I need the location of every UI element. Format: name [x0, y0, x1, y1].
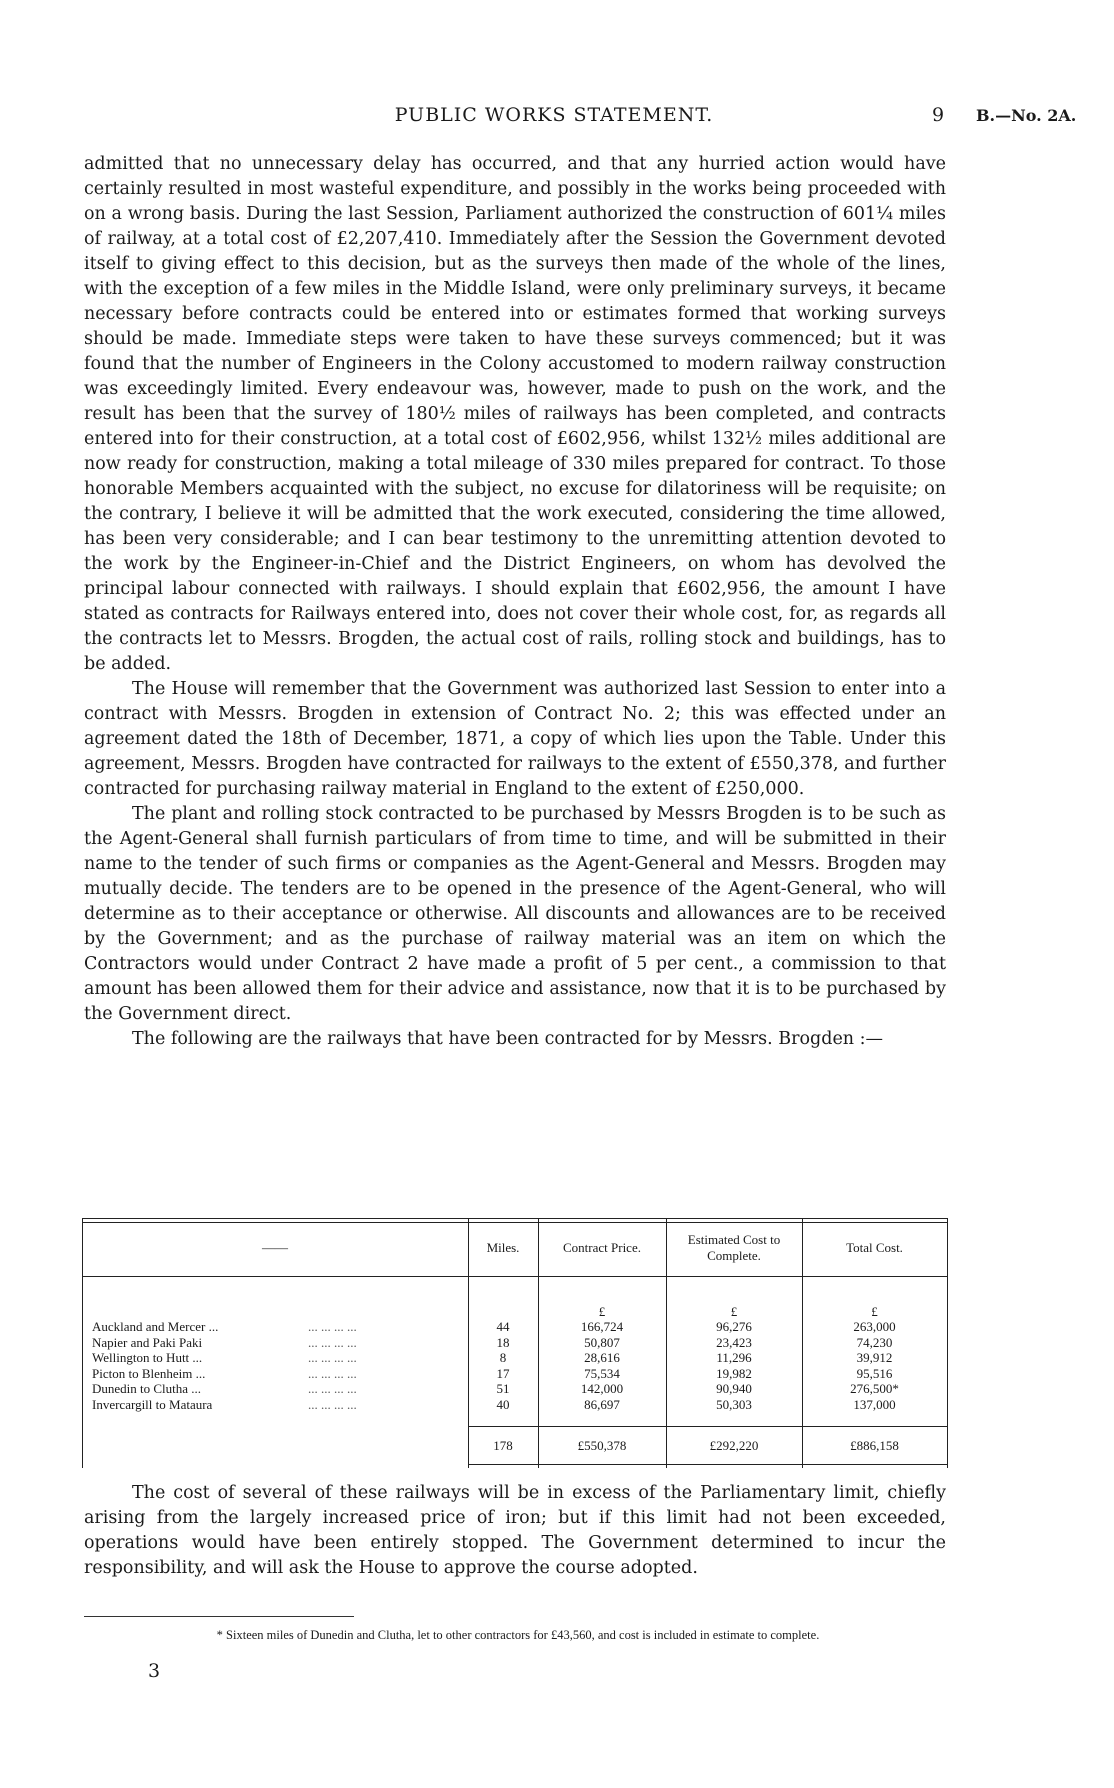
page-title: PUBLIC WORKS STATEMENT.: [394, 104, 714, 126]
page-number: 9: [932, 104, 945, 126]
paragraph: The cost of several of these railways will be in excess of the Parliamentary limit, chiefly arising from the largely increased price of iron; but if this limit had not been exceeded, operations would have been entirely stopped. The Government determined to incur the responsibility, and will ask the House to approve the course adopted.: [84, 1483, 946, 1578]
page-header: [84, 104, 1077, 134]
table-cell-miles: 44: [496, 1319, 510, 1334]
table-row-name: Wellington to Hutt ...: [92, 1350, 203, 1365]
table-leader-dots: ... ... ... ...: [308, 1381, 357, 1396]
table-cell-total: 39,912: [856, 1350, 893, 1365]
table-cell-estimated: 50,303: [716, 1396, 752, 1412]
table-cell-estimated: 19,982: [716, 1365, 752, 1381]
table-cell-total: 263,000: [853, 1319, 896, 1334]
table-cell-total: 276,500*: [850, 1381, 899, 1396]
table-cell-estimated: 96,276: [716, 1319, 752, 1334]
table-row-name: Dunedin to Clutha ...: [92, 1381, 202, 1396]
railway-contracts-table: [82, 1218, 948, 1468]
footnote-rule: [84, 1616, 354, 1617]
table-rule: [82, 1222, 948, 1223]
table-total-estimated: £292,220: [709, 1438, 759, 1453]
table-cell-total: 74,230: [856, 1334, 893, 1350]
table-leader-dots: ... ... ... ...: [308, 1396, 357, 1412]
footnote: * Sixteen miles of Dunedin and Clutha, let to other contractors for £43,560, and cost is included in estimate to complete.: [216, 1628, 820, 1642]
table-cell-estimated: 11,296: [716, 1350, 752, 1365]
table-header-total-cost: Total Cost.: [846, 1240, 903, 1255]
table-rule: [468, 1426, 948, 1427]
table-vrule: [947, 1218, 948, 1468]
table-row-name: Auckland and Mercer ...: [92, 1319, 219, 1334]
currency-symbol: £: [598, 1304, 606, 1319]
table-cell-total: 95,516: [856, 1365, 893, 1381]
document-reference: B.—No. 2A.: [976, 106, 1077, 125]
table-cell-estimated: 90,940: [716, 1381, 752, 1396]
table-total-miles: 178: [493, 1438, 513, 1453]
table-leader-dots: ... ... ... ...: [308, 1319, 357, 1334]
table-cell-contract: 28,616: [584, 1350, 620, 1365]
table-header-contract-price: Contract Price.: [563, 1240, 641, 1255]
paragraph: admitted that no unnecessary delay has occurred, and that any hurried action would have certainly resulted in most wasteful expenditure, and possibly in the works being proceeded with on a wrong basis. During the last Session, Parliament authorized the construction of 601¼ miles of railway, at a total cost of £2,207,410. Immediately after the Session the Government devoted itself to giving effect to this decision, but as the surveys then made of the whole of the lines, with the exception of a few miles in the Middle Island, were only preliminary surveys, it became necessary before contracts could be entered into or estimates formed that working surveys should be made. Immediate steps were taken to have these surveys commenced; but it was found that the number of Engineers in the Colony accustomed to modern railway construction was exceedingly limited. Every endeavour was, however, made to push on the work, and the result has been that the survey of 180½ miles of railways has been completed, and contracts entered into for their construction, at a total cost of £602,956, whilst 132½ miles additional are now ready for construction, making a total mileage of 330 miles prepared for contract. To those honorable Members acquainted with the subject, no excuse for dilatoriness will be requisite; on the contrary, I believe it will be admitted that the work executed, considering the time allowed, has been very considerable; and I can bear testimony to the unremitting attention devoted to the work by the Engineer-in-Chief and the District Engineers, on whom has devolved the principal labour connected with railways. I should explain that £602,956, the amount I have stated as contracts for Railways entered into, does not cover their whole cost, for, as regards all the contracts let to Messrs. Brogden, the actual cost of rails, rolling stock and buildings, has to be added.: [84, 154, 946, 674]
table-row-name: Napier and Paki Paki: [92, 1334, 203, 1350]
table-cell-miles: 17: [496, 1365, 510, 1381]
table-leader-dots: ... ... ... ...: [308, 1365, 357, 1381]
paragraph: The following are the railways that have been contracted for by Messrs. Brogden :—: [132, 1029, 884, 1049]
table-cell-contract: 142,000: [580, 1381, 624, 1396]
body-text: [84, 152, 946, 1052]
table-header-estimated-cost: Estimated Cost to Complete.: [687, 1232, 781, 1263]
table-cell-miles: 51: [496, 1381, 510, 1396]
table-cell-contract: 75,534: [584, 1365, 620, 1381]
table-cell-miles: 18: [496, 1334, 510, 1350]
table-rule: [82, 1218, 948, 1219]
currency-symbol: £: [730, 1304, 738, 1319]
table-leader-dots: ... ... ... ...: [308, 1350, 357, 1365]
table-cell-miles: 40: [496, 1396, 510, 1412]
table-total-contract: £550,378: [577, 1438, 627, 1453]
table-cell-contract: 50,807: [584, 1334, 620, 1350]
table-header-miles: Miles.: [486, 1240, 520, 1255]
table-cell-contract: 166,724: [580, 1319, 624, 1334]
paragraph: The plant and rolling stock contracted to be purchased by Messrs Brogden is to be such as the Agent-General shall furnish particulars of from time to time, and will be submitted in their name to the tender of such firms or companies as the Agent-General and Messrs. Brogden may mutually decide. The tenders are to be opened in the presence of the Agent-General, who will determine as to their acceptance or otherwise. All discounts and allowances are to be received by the Government; and as the purchase of railway material was an item on which the Contractors would under Contract 2 have made a profit of 5 per cent., a commission to that amount has been allowed them for their advice and assistance, now that it is to be purchased by the Government direct.: [84, 804, 946, 1024]
table-rule: [82, 1276, 948, 1277]
paragraph: The House will remember that the Government was authorized last Session to enter into a contract with Messrs. Brogden in extension of Contract No. 2; this was effected under an agreement dated the 18th of December, 1871, a copy of which lies upon the Table. Under this agreement, Messrs. Brogden have contracted for railways to the extent of £550,378, and further contracted for purchasing railway material in England to the extent of £250,000.: [84, 679, 946, 799]
table-leader-dots: ... ... ... ...: [308, 1334, 357, 1350]
table-row-name: Picton to Blenheim ...: [92, 1365, 206, 1381]
table-rule: [468, 1464, 948, 1465]
closing-text: [84, 1481, 946, 1581]
table-row-name: Invercargill to Mataura: [92, 1396, 213, 1412]
table-cell-miles: 8: [499, 1350, 507, 1365]
table-total-total: £886,158: [850, 1438, 899, 1453]
table-cell-estimated: 23,423: [716, 1334, 752, 1350]
signature-mark: 3: [148, 1660, 161, 1682]
table-cell-total: 137,000: [853, 1396, 896, 1412]
table-cell-contract: 86,697: [584, 1396, 620, 1412]
table-header-blank: ——: [262, 1240, 288, 1255]
currency-symbol: £: [871, 1304, 878, 1319]
